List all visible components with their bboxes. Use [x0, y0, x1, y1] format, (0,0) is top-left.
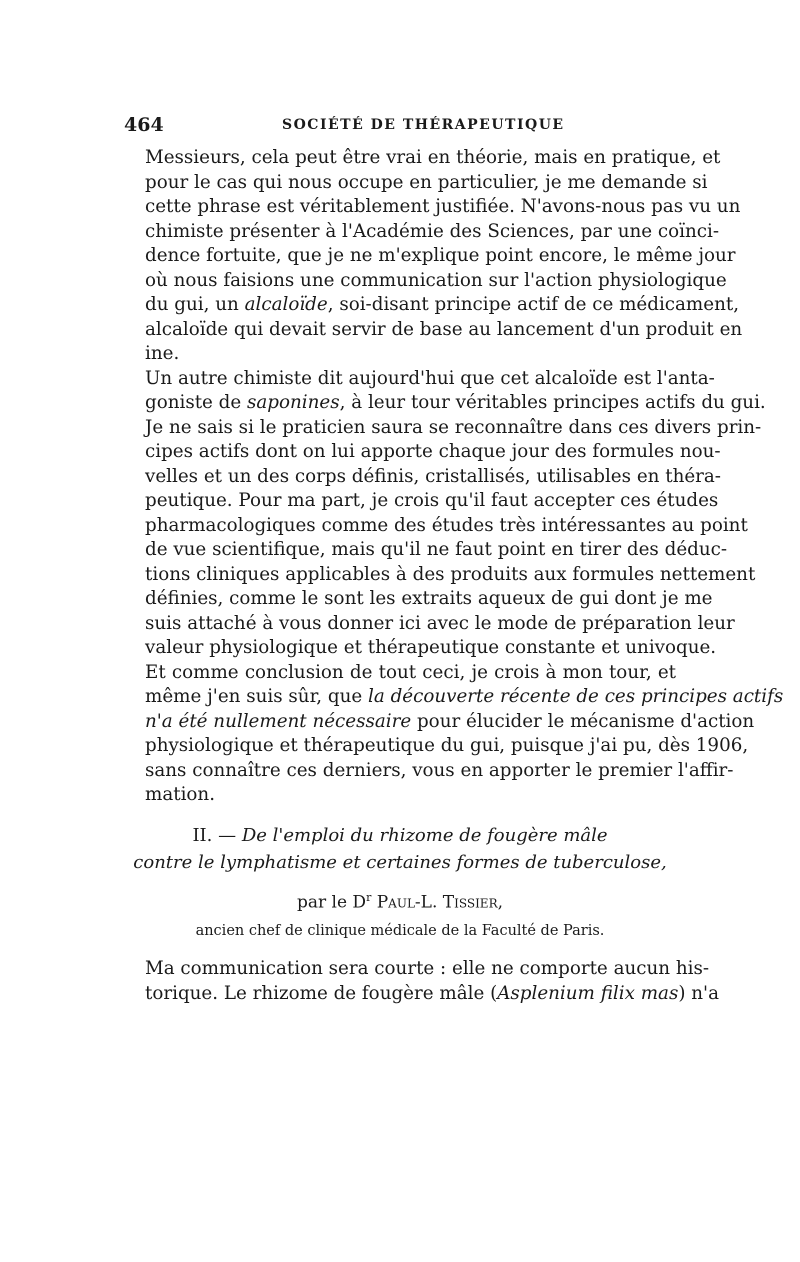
text-line: Un autre chimiste dit aujourd'hui que cet alcaloïde est l'anta-: [145, 367, 715, 389]
italic-phrase: n'a été nullement nécessaire: [145, 710, 412, 732]
text-line: alcaloïde qui devait servir de base au lancement d'un produit en: [145, 318, 743, 340]
text-line: cipes actifs dont on lui apporte chaque jour des formules nou-: [145, 441, 721, 462]
text-line: définies, comme le sont les extraits aqueux de gui dont je me: [145, 588, 713, 609]
author-affiliation: ancien chef de clinique médicale de la Faculté de Paris.: [195, 922, 605, 939]
paragraph-2: [124, 367, 766, 661]
text-segment: , à leur tour véritables principes actifs du gui.: [339, 392, 766, 413]
text-segment: torique. Le rhizome de fougère mâle (: [145, 982, 498, 1004]
section-numeral: II. —: [192, 824, 242, 846]
text-line: [124, 685, 784, 710]
text-segment: du gui, un: [145, 294, 245, 315]
section-title-line-2: contre le lymphatisme et certaines formes de tuberculose,: [133, 851, 667, 873]
text-line: valeur physiologique et thérapeutique constante et univoque.: [145, 637, 717, 658]
text-line: tions cliniques applicables à des produits aux formules nettement: [145, 563, 756, 585]
text-line: cette phrase est véritablement justifiée. N'avons-nous pas vu un: [145, 196, 741, 217]
byline-prefix: par le D: [296, 892, 367, 913]
text-segment: même j'en suis sûr, que: [145, 686, 369, 707]
text-line: mation.: [145, 784, 216, 805]
text-line: dence fortuite, que je ne m'explique point encore, le même jour: [145, 245, 736, 266]
italic-term: alcaloïde: [244, 294, 328, 315]
running-title: SOCIÉTÉ DE THÉRAPEUTIQUE: [282, 117, 565, 133]
text-line: suis attaché à vous donner ici avec le mode de préparation leur: [145, 612, 735, 634]
text-line: [124, 710, 755, 735]
paragraph-4: [124, 957, 719, 1006]
page-body: [124, 146, 784, 1006]
section-title-text-1: De l'emploi du rhizome de fougère mâle: [241, 824, 608, 846]
text-line: Et comme conclusion de tout ceci, je crois à mon tour, et: [145, 661, 676, 683]
text-line: pharmacologiques comme des études très intéressantes au point: [145, 514, 748, 536]
text-line: où nous faisions une communication sur l'action physiologique: [145, 269, 727, 291]
text-line: Messieurs, cela peut être vrai en théorie, mais en pratique, et: [145, 147, 721, 168]
text-segment: pour élucider le mécanisme d'action: [411, 710, 755, 732]
text-line: [124, 982, 719, 1007]
text-line: Ma communication sera courte : elle ne comporte aucun his-: [145, 958, 710, 980]
section-title: [124, 822, 676, 876]
text-line: Je ne sais si le praticien saura se reconnaître dans ces divers prin-: [145, 416, 762, 438]
text-line: [124, 391, 766, 416]
text-line: sans connaître ces derniers, vous en apporter le premier l'affir-: [145, 759, 734, 781]
page-number: 464: [124, 114, 164, 136]
paragraph-1: [124, 146, 743, 367]
page-header: [124, 114, 676, 138]
text-line: chimiste présenter à l'Académie des Sciences, par une coïnci-: [145, 220, 720, 242]
byline-superscript: r: [366, 890, 372, 904]
text-line: de vue scientifique, mais qu'il ne faut point en tirer des déduc-: [145, 539, 728, 560]
text-line: [124, 293, 740, 318]
paragraph-3: [124, 661, 784, 808]
text-line: velles et un des corps définis, cristallisés, utilisables en théra-: [145, 465, 721, 487]
author-name: Paul-L. Tissier,: [376, 892, 504, 913]
italic-phrase: la découverte récente de ces principes actifs: [368, 686, 784, 707]
text-line: pour le cas qui nous occupe en particulier, je me demande si: [145, 171, 708, 193]
section-title-line-1: [124, 822, 676, 849]
text-segment: goniste de: [145, 392, 248, 413]
italic-term: saponines: [247, 392, 340, 413]
text-segment: , soi-disant principe actif de ce médicament,: [327, 294, 740, 315]
text-line: ine.: [145, 343, 180, 364]
italic-term: Asplenium filix mas: [497, 982, 679, 1004]
text-line: peutique. Pour ma part, je crois qu'il faut accepter ces études: [145, 490, 719, 511]
author-byline: [124, 886, 676, 915]
text-segment: ) n'a: [678, 982, 719, 1004]
text-line: physiologique et thérapeutique du gui, puisque j'ai pu, dès 1906,: [145, 735, 749, 756]
